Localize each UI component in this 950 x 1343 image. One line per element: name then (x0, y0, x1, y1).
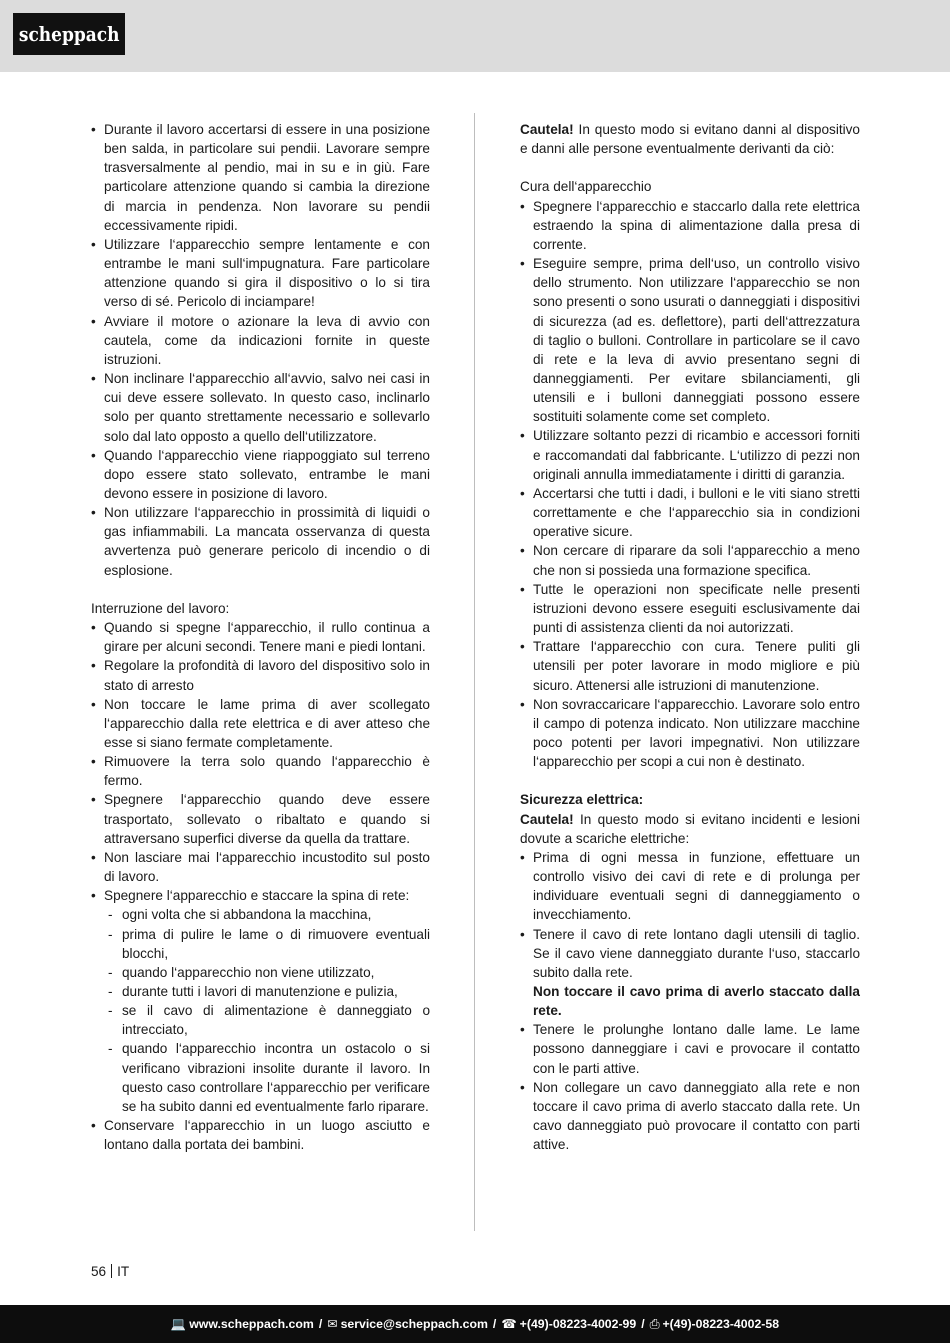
list-item: • Non sovraccaricare l‘apparecchio. Lavorare solo entro il campo di potenza indicato. Non utilizzare macchine poco potenti per lavori impegnativi. Non utilizzare l‘apparecchio per scopi a cui non è destinato. (520, 696, 860, 770)
caution-label: Cautela! (520, 811, 574, 827)
list-item: • Non toccare le lame prima di aver scollegato l‘apparecchio dalla rete elettrica e di aver atteso che esse si siano fermate completamente. (91, 696, 430, 750)
footer-website[interactable]: www.scheppach.com (189, 1317, 314, 1331)
list-item: • Avviare il motore o azionare la leva di avvio con cautela, come da indicazioni fornite in queste istruzioni. (91, 313, 430, 367)
footer-fax: +(49)-08223-4002-58 (662, 1317, 780, 1331)
list-item: • Non inclinare l‘apparecchio all‘avvio, salvo nei casi in cui deve essere sollevato. In questo caso, inclinarlo solo per quanto strettamente necessario e sollevarlo solo dal lato opposto a quello dell‘utilizzatore. (91, 371, 430, 444)
list-item: • Non cercare di riparare da soli l‘apparecchio a meno che non si possieda una formazione specifica. (520, 543, 860, 578)
header-band (0, 0, 950, 72)
warning-text: Non toccare il cavo prima di averlo staccato dalla rete. (533, 984, 860, 1019)
list-item: • Non utilizzare l‘apparecchio in prossimità di liquidi o gas infiammabili. La mancata osservanza di questa avvertenza può generare pericolo di incendio o di esplosione. (91, 505, 430, 578)
list-item: • Quando si spegne l‘apparecchio, il rullo continua a girare per alcuni secondi. Tenere mani e piedi lontani. (91, 620, 430, 655)
logo-text: scheppach (18, 22, 120, 46)
sub-list-item: - ogni volta che si abbandona la macchina, (108, 907, 372, 923)
list-item: • Spegnere l‘apparecchio e staccarlo dalla rete elettrica estraendo la spina di alimentazione dalla presa di corrente. (520, 198, 860, 252)
language-code: IT (117, 1264, 130, 1279)
left-column (91, 120, 430, 1154)
section-heading: Interruzione del lavoro: (91, 600, 230, 616)
column-divider (474, 113, 475, 1231)
caution-paragraph: Cautela! In questo modo si evitano incidenti e lesioni dovute a scariche elettriche: (520, 811, 861, 846)
list-item: • Trattare l‘apparecchio con cura. Tenere puliti gli utensili per poter lavorare in modo migliore e più sicuro. Attenersi alle istruzioni di manutenzione. (520, 639, 860, 693)
list-item: • Eseguire sempre, prima dell‘uso, un controllo visivo dello strumento. Non utilizzare l‘apparecchio se non sono presenti o sono usurati o danneggiati i dispositivi di sicurezza (ad es. deflettore), parti dell‘attrezzatura di taglio o bulloni. Controllare in particolare se il cavo di rete e la leva di avvio presentano segni di danneggiamenti. Per evitare sbilanciamenti, gli utensili e i bulloni danneggiati possono essere sostituiti solamente come set completo. (520, 256, 860, 425)
section-heading: Sicurezza elettrica: (520, 792, 644, 808)
list-item: • Non lasciare mai l‘apparecchio incustodito sul posto di lavoro. (91, 849, 430, 885)
fax-icon: ⎙ (649, 1316, 660, 1331)
caution-paragraph: Cautela! In questo modo si evitano danni al dispositivo e danni alle persone eventualmente derivanti da ciò: (520, 122, 860, 157)
right-column (520, 120, 860, 1154)
list-item: • Tenere le prolunghe lontano dalle lame. Le lame possono danneggiare i cavi e provocare il contatto con le parti attive. (520, 1022, 860, 1076)
list-item: • Rimuovere la terra solo quando l‘apparecchio è fermo. (91, 754, 430, 789)
sub-list-item: - prima di pulire le lame o di rimuovere eventuali blocchi, (108, 926, 430, 961)
list-item: • Tenere il cavo di rete lontano dagli utensili di taglio. Se il cavo viene danneggiato durante l‘uso, staccarlo subito dalla rete. (520, 926, 860, 980)
list-item: • Prima di ogni messa in funzione, effettuare un controllo visivo dei cavi di rete e di prolunga per individuare eventuali segni di danneggiamento o invecchiamento. (520, 849, 860, 923)
page-number: 56 IT (91, 1264, 130, 1279)
list-item: • Conservare l‘apparecchio in un luogo asciutto e lontano dalla portata dei bambini. (91, 1118, 430, 1153)
list-item: • Spegnere l‘apparecchio quando deve essere trasportato, sollevato o ribaltato e quando si attraversano superfici diverse da quella da trattare. (91, 792, 430, 846)
list-item: • Regolare la profondità di lavoro del dispositivo solo in stato di arresto (91, 658, 430, 693)
list-item: • Non collegare un cavo danneggiato alla rete e non toccare il cavo prima di averlo staccato dalla rete. Un cavo danneggiato può provocare il contatto con parti attive. (520, 1079, 860, 1153)
list-item: • Spegnere l‘apparecchio e staccare la spina di rete: (91, 888, 410, 904)
caution-label: Cautela! (520, 122, 574, 137)
brand-logo (13, 13, 125, 55)
sub-list-item: - durante tutti i lavori di manutenzione e pulizia, (108, 984, 398, 1000)
phone-icon: ☎ (501, 1317, 517, 1331)
footer-band: 💻 www.scheppach.com / ✉ service@scheppach.com / ☎ +(49)-08223-4002-99 / ⎙ +(49)-08223-4002-58 (0, 1305, 950, 1343)
sub-list-item: - quando l‘apparecchio incontra un ostacolo o si verificano vibrazioni insolite durante il lavoro. In questo caso controllare l‘apparecchio per verificare se ha subito danni ed eventualmente farlo riparare. (108, 1041, 430, 1114)
footer-email[interactable]: service@scheppach.com (340, 1317, 488, 1331)
list-item: • Accertarsi che tutti i dadi, i bulloni e le viti siano stretti correttamente e che l‘apparecchio sia in condizioni operative sicure. (520, 485, 860, 540)
footer-phone: +(49)-08223-4002-99 (519, 1317, 637, 1331)
list-item: • Utilizzare l‘apparecchio sempre lentamente e con entrambe le mani sull‘impugnatura. Fare particolare attenzione quando si gira il dispositivo o lo si tira verso di sé. Pericolo di inciampare! (91, 236, 430, 310)
computer-icon: 💻 (170, 1316, 187, 1331)
list-item: • Tutte le operazioni non specificate nelle presenti istruzioni devono essere eseguiti esclusivamente dai punti di assistenza clienti da noi autorizzati. (520, 581, 860, 636)
sub-list-item: - se il cavo di alimentazione è danneggiato o intrecciato, (108, 1003, 430, 1038)
list-item: • Utilizzare soltanto pezzi di ricambio e accessori forniti e raccomandati dal fabbricante. L‘utilizzo di pezzi non originali annulla immediatamente i diritti di garanzia. (520, 428, 860, 482)
mail-icon: ✉ (327, 1317, 338, 1331)
list-item: • Durante il lavoro accertarsi di essere in una posizione ben salda, in particolare sui pendii. Lavorare sempre trasversalmente al pendio, mai in su e in giù. Fare particolare attenzione quando si cambia la direzione di marcia in pendenza. Non lavorare su pendii eccessivamente ripidi. (91, 122, 430, 233)
list-item: • Quando l‘apparecchio viene riappoggiato sul terreno dopo essere stato sollevato, entrambe le mani devono essere in posizione di lavoro. (91, 447, 430, 501)
section-heading: Cura dell‘apparecchio (520, 179, 652, 195)
sub-list-item: - quando l‘apparecchio non viene utilizzato, (108, 964, 375, 980)
